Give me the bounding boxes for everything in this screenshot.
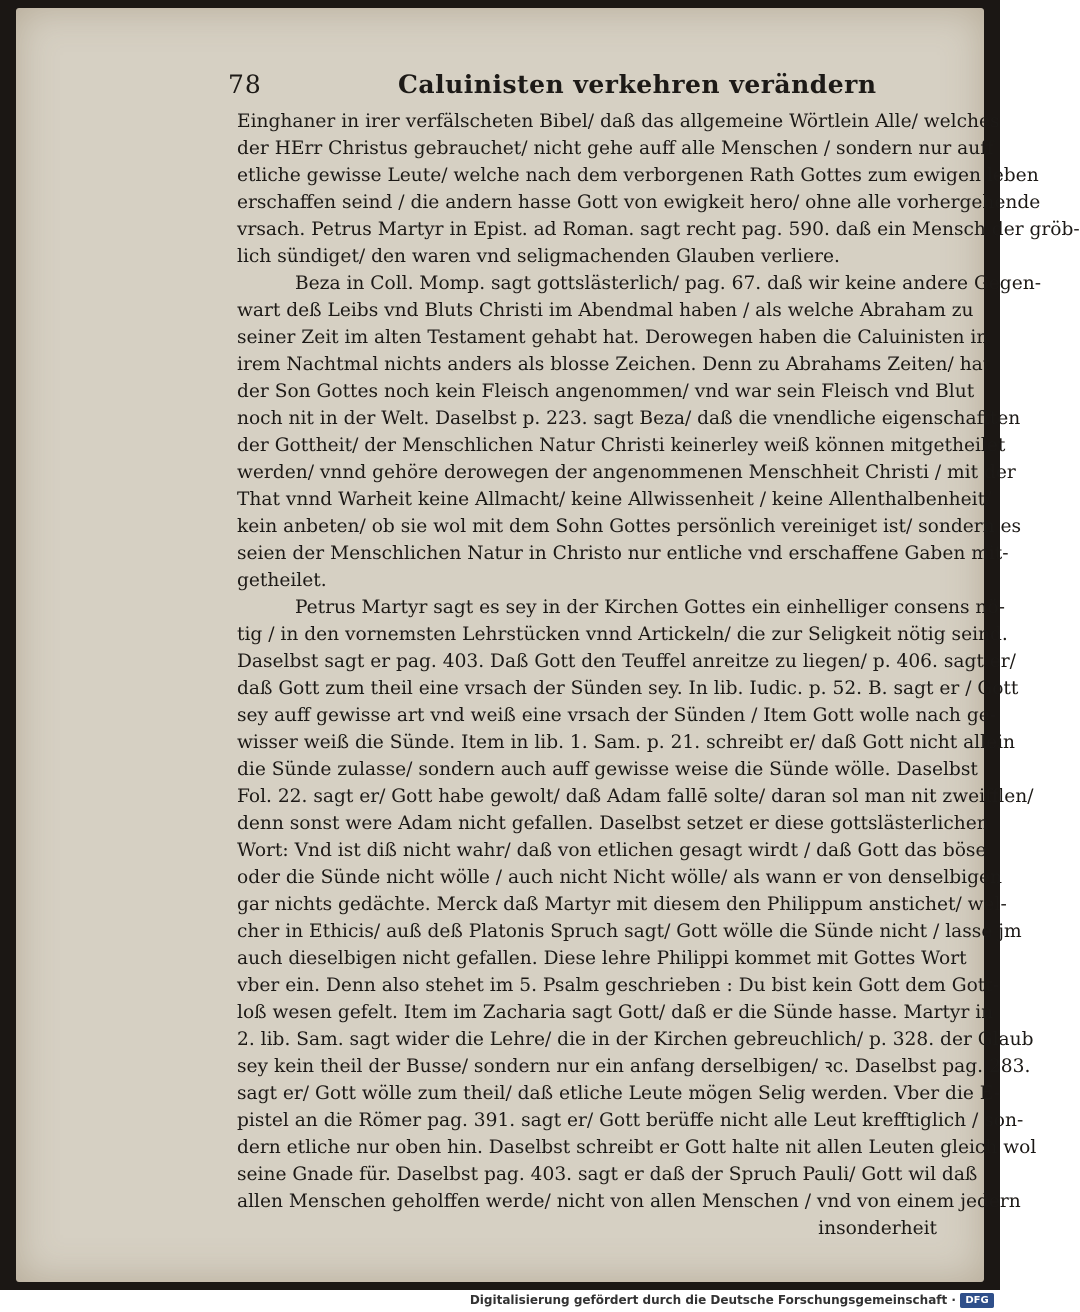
text-line: die Sünde zulasse/ sondern auch auff gewisse weise die Sünde wölle. Daselbst bbox=[237, 759, 978, 780]
text-line: Fol. 22. sagt er/ Gott habe gewolt/ daß Adam fallē solte/ daran sol man nit zweifflen/ bbox=[237, 786, 1034, 807]
funding-credit: Digitalisierung gefördert durch die Deutsche Forschungsgemeinschaft · bbox=[469, 1293, 956, 1307]
text-line: tig / in den vornemsten Lehrstücken vnnd Artickeln/ die zur Seligkeit nötig seind. bbox=[237, 624, 1008, 645]
text-line: werden/ vnnd gehöre derowegen der angenommenen Menschheit Christi / mit der bbox=[237, 462, 1016, 483]
text-line: der HErr Christus gebrauchet/ nicht gehe auff alle Menschen / sondern nur auff bbox=[237, 138, 994, 159]
footer-bar bbox=[0, 1290, 1000, 1312]
text-line: noch nit in der Welt. Daselbst p. 223. sagt Beza/ daß die vnendliche eigenschafften bbox=[237, 408, 1021, 429]
text-line: sey kein theil der Busse/ sondern nur ein anfang derselbigen/ ꝛc. Daselbst pag. 283. bbox=[237, 1056, 1031, 1077]
text-line: daß Gott zum theil eine vrsach der Sünden sey. In lib. Iudic. p. 52. B. sagt er / Gott bbox=[237, 678, 1019, 699]
text-line: seien der Menschlichen Natur in Christo nur entliche vnd erschaffene Gaben mit- bbox=[237, 543, 1009, 564]
text-line: vber ein. Denn also stehet im 5. Psalm geschrieben : Du bist kein Gott dem Gott- bbox=[237, 975, 999, 996]
text-line: Wort: Vnd ist diß nicht wahr/ daß von etlichen gesagt wirdt / daß Gott das böse bbox=[237, 840, 987, 861]
text-line: Einghaner in irer verfälscheten Bibel/ daß das allgemeine Wörtlein Alle/ welches bbox=[237, 111, 1000, 132]
text-line: auch dieselbigen nicht gefallen. Diese lehre Philippi kommet mit Gottes Wort bbox=[237, 948, 967, 969]
running-title: Caluinisten verkehren verändern bbox=[398, 70, 877, 99]
text-line: denn sonst were Adam nicht gefallen. Daselbst setzet er diese gottslästerlichen bbox=[237, 813, 989, 834]
text-line: lich sündiget/ den waren vnd seligmachenden Glauben verliere. bbox=[237, 246, 840, 267]
text-line: vrsach. Petrus Martyr in Epist. ad Roman. sagt recht pag. 590. daß ein Mensch der gröb- bbox=[237, 219, 1080, 240]
catchword: insonderheit bbox=[818, 1218, 937, 1239]
body-text bbox=[237, 108, 1080, 1242]
page-number: 78 bbox=[228, 70, 262, 99]
text-line: allen Menschen geholffen werde/ nicht von allen Menschen / vnd von einem jedern bbox=[237, 1191, 1021, 1212]
text-line: That vnnd Warheit keine Allmacht/ keine Allwissenheit / keine Allenthalbenheit/ bbox=[237, 489, 992, 510]
page-header bbox=[228, 70, 877, 106]
text-line: sey auff gewisse art vnd weiß eine vrsach der Sünden / Item Gott wolle nach ge- bbox=[237, 705, 997, 726]
text-line: der Son Gottes noch kein Fleisch angenommen/ vnd war sein Fleisch vnd Blut bbox=[237, 381, 975, 402]
text-line: irem Nachtmal nichts anders als blosse Zeichen. Denn zu Abrahams Zeiten/ hat bbox=[237, 354, 991, 375]
text-line: oder die Sünde nicht wölle / auch nicht Nicht wölle/ als wann er von denselbigen bbox=[237, 867, 1003, 888]
text-line: seiner Zeit im alten Testament gehabt hat. Derowegen haben die Caluinisten in bbox=[237, 327, 989, 348]
text-line: Petrus Martyr sagt es sey in der Kirchen Gottes ein einhelliger consens nö- bbox=[295, 597, 1005, 618]
text-line: pistel an die Römer pag. 391. sagt er/ Gott berüffe nicht alle Leut krefftiglich / son- bbox=[237, 1110, 1024, 1131]
text-line: etliche gewisse Leute/ welche nach dem verborgenen Rath Gottes zum ewigen leben bbox=[237, 165, 1039, 186]
text-line: 2. lib. Sam. sagt wider die Lehre/ die in der Kirchen gebreuchlich/ p. 328. der Glaub bbox=[237, 1029, 1034, 1050]
text-line: Daselbst sagt er pag. 403. Daß Gott den Teuffel anreitze zu liegen/ p. 406. sagt er/ bbox=[237, 651, 1016, 672]
text-line: wisser weiß die Sünde. Item in lib. 1. Sam. p. 21. schreibt er/ daß Gott nicht allein bbox=[237, 732, 1016, 753]
text-line: getheilet. bbox=[237, 570, 327, 591]
text-line: kein anbeten/ ob sie wol mit dem Sohn Gottes persönlich vereiniget ist/ sondern es bbox=[237, 516, 1022, 537]
text-line: erschaffen seind / die andern hasse Gott von ewigkeit hero/ ohne alle vorhergehende bbox=[237, 192, 1041, 213]
text-line: cher in Ethicis/ auß deß Platonis Spruch sagt/ Gott wölle die Sünde nicht / lasse jm bbox=[237, 921, 1022, 942]
dfg-logo: DFG bbox=[960, 1293, 994, 1308]
text-line: gar nichts gedächte. Merck daß Martyr mit diesem den Philippum anstichet/ wel- bbox=[237, 894, 1007, 915]
text-line: sagt er/ Gott wölle zum theil/ daß etliche Leute mögen Selig werden. Vber die E- bbox=[237, 1083, 1001, 1104]
text-line: wart deß Leibs vnd Bluts Christi im Abendmal haben / als welche Abraham zu bbox=[237, 300, 974, 321]
text-line: Beza in Coll. Momp. sagt gottslästerlich/ pag. 67. daß wir keine andere Gegen- bbox=[295, 273, 1041, 294]
text-line: der Gottheit/ der Menschlichen Natur Christi keinerley weiß können mitgetheilet bbox=[237, 435, 1006, 456]
text-line: seine Gnade für. Daselbst pag. 403. sagt er daß der Spruch Pauli/ Gott wil daß bbox=[237, 1164, 978, 1185]
text-line: dern etliche nur oben hin. Daselbst schreibt er Gott halte nit allen Leuten gleich wol bbox=[237, 1137, 1037, 1158]
text-line: loß wesen gefelt. Item im Zacharia sagt Gott/ daß er die Sünde hasse. Martyr in bbox=[237, 1002, 994, 1023]
